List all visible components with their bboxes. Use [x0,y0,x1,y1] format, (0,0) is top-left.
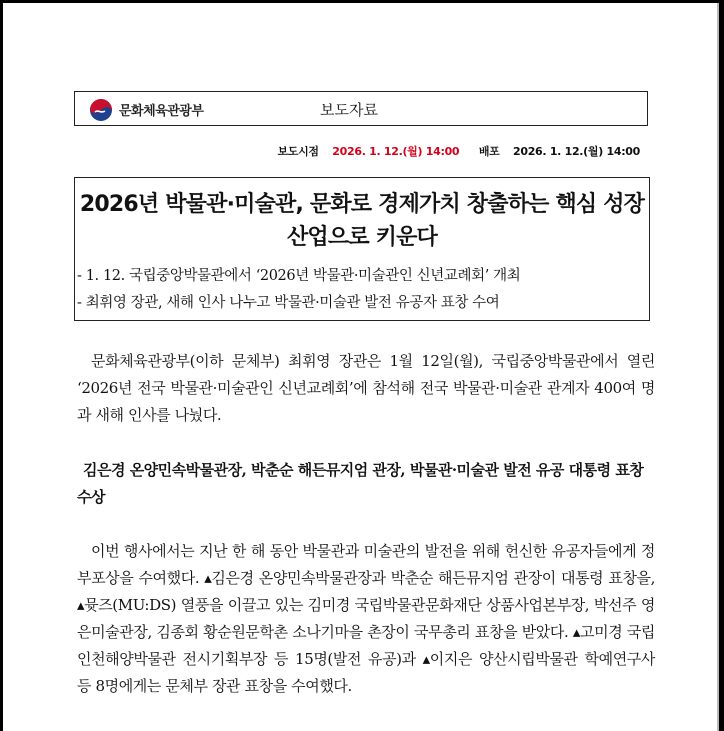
embargo-label: 보도시점 [277,145,319,158]
subtitle-2: - 최휘영 장관, 새해 인사 나누고 박물관·미술관 발전 유공자 표창 수여 [77,295,500,311]
doc-type: 보도자료 [320,101,378,119]
distribution-date: 2026. 1. 12.(월) 14:00 [513,145,640,158]
title-box [74,177,650,321]
embargo-row [0,143,640,159]
ministry-logo-icon [89,98,113,122]
ministry-name: 문화체육관광부 [119,104,204,119]
press-header [74,91,648,126]
distribution-label: 배포 [478,145,500,158]
page-border-right [719,0,724,731]
section-heading-1: 김은경 온양민속박물관장, 박춘순 해든뮤지엄 관장, 박물관·미술관 발전 유공 대통령 표창 수상 [77,461,644,506]
page-border-left [0,0,3,731]
page-border-top [0,0,724,3]
body-paragraph-1: 문화체육관광부(이하 문체부) 최휘영 장관은 1월 12일(월), 국립중앙박물관에서 열린 ‘2026년 전국 박물관·미술관인 신년교례회’에 참석해 전국 박물관·미술관 관계자 400여 명과 새해 인사를 나눴다. [77,352,655,424]
main-title: 2026년 박물관·미술관, 문화로 경제가치 창출하는 핵심 성장산업으로 키운다 [79,192,645,250]
subtitle-1: - 1. 12. 국립중앙박물관에서 ‘2026년 박물관·미술관인 신년교례회’ 개최 [77,268,521,284]
body-paragraph-2: 이번 행사에서는 지난 한 해 동안 박물관과 미술관의 발전을 위해 헌신한 유공자들에게 정부포상을 수여했다. ▴김은경 온양민속박물관장과 박춘순 해든뮤지엄 관장이 대통령 표창을, ▴뮷즈(MU:DS) 열풍을 이끌고 있는 김미경 국립박물관문화재단 상품사업본부장, 박선주 영은미술관장, 김종회 황순원문학촌 소나기마을 촌장이 국무총리 표창을 받았다. ▴고미경 국립인천해양박물관 전시기획부장 등 15명(발전 유공)과 ▴이지은 양산시립박물관 학예연구사 등 8명에게는 문체부 장관 표창을 수여했다. [77,542,655,695]
embargo-date: 2026. 1. 12.(월) 14:00 [332,145,460,158]
